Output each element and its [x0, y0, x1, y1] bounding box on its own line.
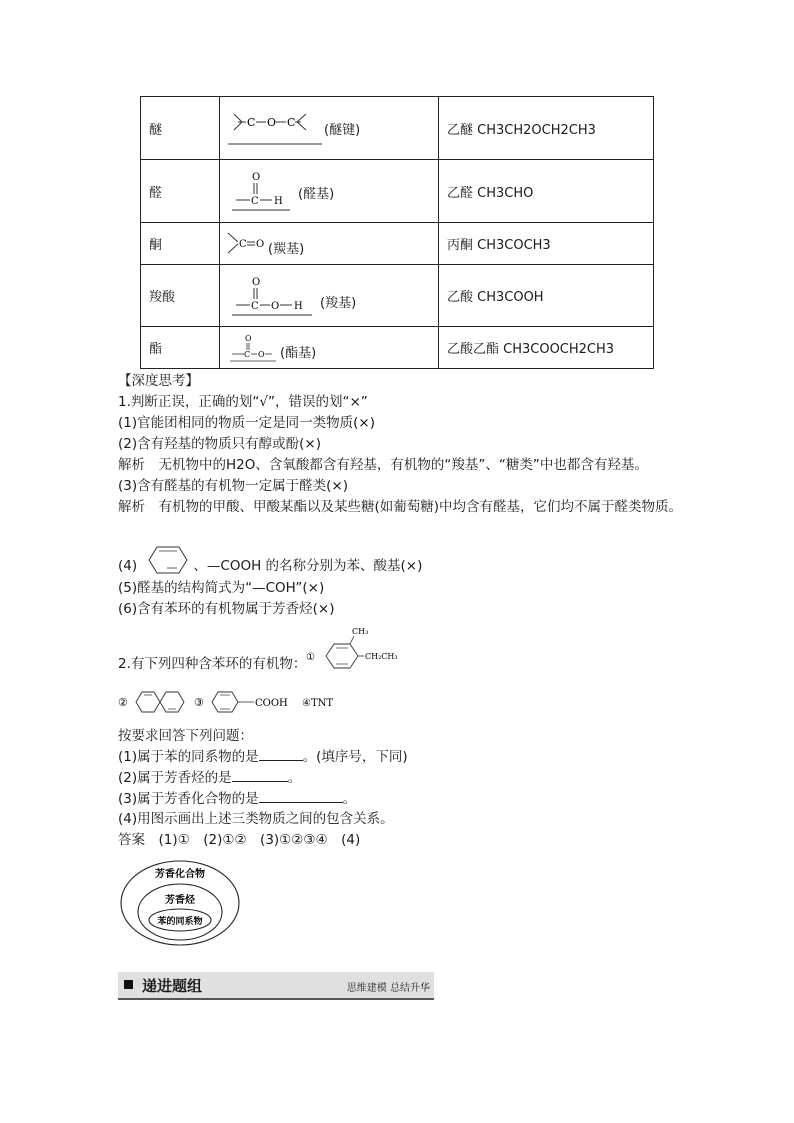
analysis-3: 解析 有机物的甲酸、甲酸某酯以及某些糖(如葡萄糖)中均含有醛基，它们均不属于醛类物质。	[118, 499, 683, 515]
compound-1-methyl: CH₃	[352, 627, 369, 636]
table-row	[141, 327, 654, 369]
containment-diagram	[118, 858, 242, 948]
ask-1-start: (1)属于苯的同系物的是	[118, 749, 259, 765]
ask-2-start: (2)属于芳香烃的是	[118, 770, 232, 786]
class-name: 醚	[141, 97, 220, 160]
answer-blank-1[interactable]	[259, 746, 303, 761]
table-row	[141, 160, 654, 223]
class-name: 酮	[141, 223, 220, 265]
example-compound: 乙酸 CH3COOH	[439, 265, 654, 327]
svg-text:O: O	[267, 116, 277, 129]
question-2-ask-4: (4)用图示画出上述三类物质之间的包含关系。	[118, 811, 394, 827]
svg-text:C: C	[251, 300, 259, 312]
question-1-item-2: (2)含有羟基的物质只有醇或酚(×)	[118, 436, 321, 452]
naphthalene-structure-icon	[136, 692, 184, 712]
svg-text:C: C	[287, 116, 296, 129]
example-compound: 乙酸乙酯 CH3COOCH2CH3	[439, 327, 654, 369]
ask-1-end: 。(填序号，下同)	[302, 749, 408, 765]
svg-text:H: H	[274, 196, 283, 207]
question-2-stem: 2.有下列四种含苯环的有机物：	[118, 656, 307, 672]
benzene-ring-icon	[145, 545, 191, 575]
answer-line: 答案 (1)① (2)①② (3)①②③④ (4)	[118, 832, 361, 848]
class-name: 酯	[141, 327, 220, 369]
structure-cell	[220, 160, 439, 223]
compound-1-label: ①	[306, 652, 315, 663]
answer-blank-3[interactable]	[259, 788, 343, 803]
svg-text:O: O	[258, 349, 265, 359]
structure-cell	[220, 223, 439, 265]
middle-label: 芳香烃	[165, 895, 195, 906]
structure-cell	[220, 97, 439, 160]
structure-cell	[220, 265, 439, 327]
answer-blank-2[interactable]	[232, 767, 288, 782]
item-4-prefix: (4)	[118, 558, 138, 574]
ask-3-end: 。	[342, 791, 357, 807]
question-2-prompt: 按要求回答下列问题：	[118, 728, 253, 744]
banner-title: 递进题组	[142, 977, 203, 995]
ask-3-start: (3)属于芳香化合物的是	[118, 791, 259, 807]
example-compound: 乙醛 CH3CHO	[439, 160, 654, 223]
question-1-item-3: (3)含有醛基的有机物一定属于醛类(×)	[118, 478, 348, 494]
outer-label: 芳香化合物	[155, 869, 205, 880]
compound-3-group: COOH	[255, 698, 288, 709]
question-1-item-1: (1)官能团相同的物质一定是同一类物质(×)	[118, 415, 375, 431]
item-4-text: 、—COOH 的名称分别为苯、酸基(×)	[193, 558, 423, 574]
svg-text:H: H	[294, 300, 303, 312]
svg-text:C: C	[247, 116, 256, 129]
middle-ellipse	[138, 884, 222, 940]
example-compound: 丙酮 CH3COCH3	[439, 223, 654, 265]
square-bullet-icon	[124, 980, 133, 989]
functional-group-table	[140, 96, 654, 369]
svg-text:O: O	[256, 238, 265, 250]
svg-text:O: O	[271, 300, 280, 312]
structure-cell	[220, 327, 439, 369]
compound-1-ethyl: CH₂CH₃	[365, 652, 398, 661]
table-row	[141, 223, 654, 265]
question-2-ask-3	[118, 788, 356, 810]
compound-4: ④TNT	[302, 698, 334, 709]
group-name: (酯基)	[280, 345, 317, 361]
inner-label: 苯的同系物	[157, 917, 203, 927]
table-row	[141, 97, 654, 160]
example-compound: 乙醚 CH3CH2OCH2CH3	[439, 97, 654, 160]
svg-text:O: O	[252, 172, 261, 183]
question-1-stem: 1.判断正误，正确的划“√”，错误的划“×”	[118, 394, 368, 410]
banner-subtitle: 思维建模 总结升华	[346, 983, 430, 994]
question-2-ask-1	[118, 746, 408, 768]
aldehyde-group-structure-icon	[226, 170, 296, 212]
group-name: (醚键)	[324, 123, 361, 138]
class-name: 羧酸	[141, 265, 220, 327]
group-name: (羰基)	[268, 241, 305, 257]
svg-text:O: O	[252, 276, 261, 288]
ester-group-structure-icon	[226, 333, 278, 363]
question-2-ask-2	[118, 767, 301, 789]
carboxyl-group-structure-icon	[226, 275, 318, 317]
section-title: 【深度思考】	[118, 373, 199, 389]
question-1-item-4	[118, 556, 422, 577]
compound-1-ethyl-methylbenzene-structure	[304, 622, 414, 676]
ask-2-end: 。	[287, 770, 302, 786]
question-1-item-5: (5)醛基的结构简式为“—COH”(×)	[118, 580, 325, 596]
carbonyl-group-structure-icon	[226, 229, 266, 259]
class-name: 醛	[141, 160, 220, 223]
analysis-2: 解析 无机物中的H2O、含氧酸都含有羟基，有机物的“羧基”、“糖类”中也都含有羟基。	[118, 457, 648, 473]
group-name: (羧基)	[320, 295, 357, 311]
group-name: (醛基)	[298, 187, 335, 202]
compound-3-label: ③	[194, 696, 204, 709]
benzoic-acid-structure-icon	[212, 692, 254, 712]
table-row	[141, 265, 654, 327]
compounds-2-3-4-structures	[116, 686, 376, 722]
question-1-item-6: (6)含有苯环的有机物属于芳香烃(×)	[118, 601, 335, 617]
svg-text:C: C	[251, 196, 259, 207]
compound-2-label: ②	[118, 696, 128, 709]
svg-text:O: O	[245, 333, 252, 343]
section-banner	[118, 972, 434, 1000]
ether-bond-structure-icon	[226, 108, 322, 148]
svg-text:C: C	[244, 349, 251, 359]
svg-text:C: C	[239, 238, 247, 250]
